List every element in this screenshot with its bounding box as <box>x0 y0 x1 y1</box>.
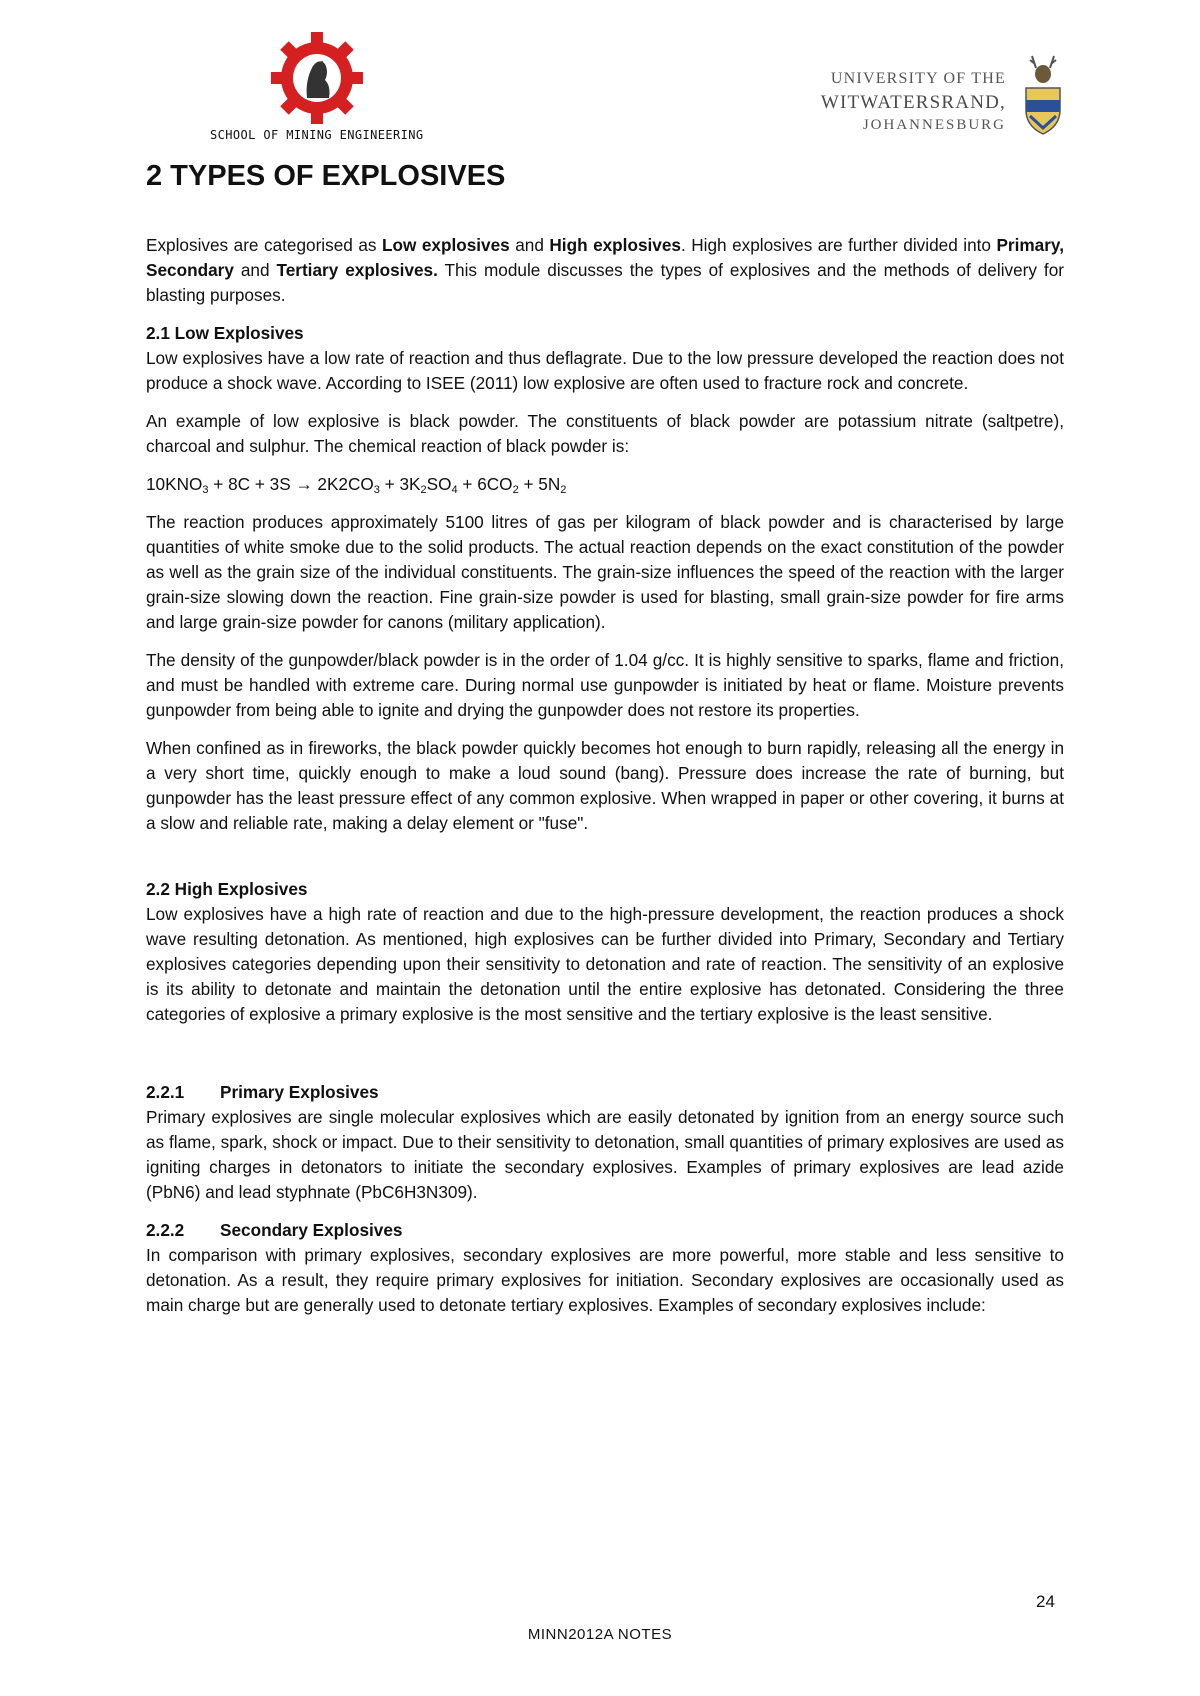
university-crest-icon <box>1020 50 1066 136</box>
intro-bold-high: High explosives <box>549 235 681 255</box>
intro-text: This module discusses the types of explosives and the methods of delivery for blasting purposes. <box>146 260 1064 305</box>
heading-high-explosives: 2.2 High Explosives <box>146 879 308 899</box>
intro-bold-tertiary: Tertiary explosives. <box>276 260 438 280</box>
eq-part: + 5N <box>518 474 561 494</box>
eq-subscript: 2 <box>420 484 427 496</box>
low-paragraph-2: An example of low explosive is black powder. The constituents of black powder are potassium nitrate (saltpetre), charcoal and sulphur. The chemical reaction of black powder is: <box>146 411 1064 456</box>
heading-low-explosives: 2.1 Low Explosives <box>146 323 304 343</box>
intro-text: Explosives are categorised as <box>146 235 382 255</box>
heading-number: 2.2.1 <box>146 1082 185 1102</box>
eq-part: + 3K <box>379 474 421 494</box>
eq-subscript: 2 <box>560 484 567 496</box>
page-number: 24 <box>1036 1592 1055 1611</box>
university-logo <box>800 58 1066 142</box>
eq-subscript: 3 <box>373 484 380 496</box>
intro-paragraph <box>146 233 1064 308</box>
intro-text: and <box>509 235 550 255</box>
university-line-3: JOHANNESBURG <box>862 117 1006 133</box>
eq-subscript: 3 <box>202 484 209 496</box>
document-body <box>146 150 1064 1331</box>
spacer <box>146 1040 1064 1080</box>
university-line-1: UNIVERSITY OF THE <box>830 70 1006 87</box>
low-paragraph-1: Low explosives have a low rate of reaction and thus deflagrate. Due to the low pressure developed the reaction does not produce a shock wave. According to ISEE (2011) low explosive are often used to fracture rock and concrete. <box>146 348 1064 393</box>
school-name: SCHOOL OF MINING ENGINEERING <box>210 128 424 142</box>
intro-bold-low: Low explosives <box>381 235 510 255</box>
section-title: 2 TYPES OF EXPLOSIVES <box>146 160 506 192</box>
low-paragraph-3: The reaction produces approximately 5100 litres of gas per kilogram of black powder and is characterised by large quantities of white smoke due to the solid products. The actual reaction depends on the exact constitution of the powder as well as the grain size of the individual constituents. The grain-size influences the speed of the reaction with the larger grain-size slowing down the reaction. Fine grain-size powder is used for blasting, small grain-size powder for fire arms and large grain-size powder for canons (military application). <box>146 512 1064 632</box>
heading-primary-explosives <box>146 1080 1064 1105</box>
low-paragraph-4: The density of the gunpowder/black powder is in the order of 1.04 g/cc. It is highly sensitive to sparks, flame and friction, and must be handled with extreme care. During normal use gunpowder is initiated by heat or flame. Moisture prevents gunpowder from being able to ignite and drying the gunpowder does not restore its properties. <box>146 650 1064 720</box>
heading-text: Secondary Explosives <box>220 1220 403 1240</box>
high-paragraph-1: Low explosives have a high rate of reaction and due to the high-pressure development, the reaction produces a shock wave resulting detonation. As mentioned, high explosives can be further divided into Primary, Secondary and Tertiary explosives categories depending upon their sensitivity to detonation and rate of reaction. The sensitivity of an explosive is its ability to detonate and maintain the detonation until the entire explosive has detonated. Considering the three categories of explosive a primary explosive is the most sensitive and the tertiary explosive is the least sensitive. <box>146 904 1064 1024</box>
spacer <box>146 849 1064 877</box>
secondary-paragraph-1: In comparison with primary explosives, secondary explosives are more powerful, more stable and less sensitive to detonation. As a result, they require primary explosives for initiation. Secondary explosives are occasionally used as main charge but are generally used to detonate tertiary explosives. Examples of secondary explosives include: <box>146 1245 1064 1315</box>
primary-paragraph-1: Primary explosives are single molecular explosives which are easily detonated by ignition from an energy source such as flame, spark, shock or impact. Due to their sensitivity to detonation, small quantities of primary explosives are used as igniting charges in detonators to initiate the secondary explosives. Examples of primary explosives are lead azide (PbN6) and lead styphnate (PbC6H3N309). <box>146 1107 1064 1202</box>
page-footer: MINN2012A NOTES <box>527 1626 673 1643</box>
heading-text: Primary Explosives <box>220 1082 379 1102</box>
eq-subscript: 2 <box>512 484 519 496</box>
eq-part: + 8C + 3S → 2K2CO <box>208 474 374 494</box>
heading-number: 2.2.2 <box>146 1220 185 1240</box>
heading-secondary-explosives <box>146 1218 1064 1243</box>
low-paragraph-5: When confined as in fireworks, the black powder quickly becomes hot enough to burn rapidly, releasing all the energy in a very short time, quickly enough to make a loud sound (bang). Pressure does increase the rate of burning, but gunpowder has the least pressure effect of any common explosive. When wrapped in paper or other covering, it burns at a slow and reliable rate, making a delay element or "fuse". <box>146 738 1064 833</box>
eq-part: SO <box>426 474 452 494</box>
intro-text: . High explosives are further divided into <box>680 235 997 255</box>
intro-text: and <box>233 260 277 280</box>
school-gear-logo-icon <box>267 28 367 128</box>
intro-bold-primary-secondary: Primary, Secondary <box>146 235 1064 280</box>
eq-part: 10KNO <box>146 474 203 494</box>
eq-part: + 6CO <box>457 474 513 494</box>
chemical-equation <box>146 472 1064 497</box>
page-header <box>0 0 1200 150</box>
eq-subscript: 4 <box>451 484 458 496</box>
university-line-2: WITWATERSRAND, <box>820 92 1006 113</box>
